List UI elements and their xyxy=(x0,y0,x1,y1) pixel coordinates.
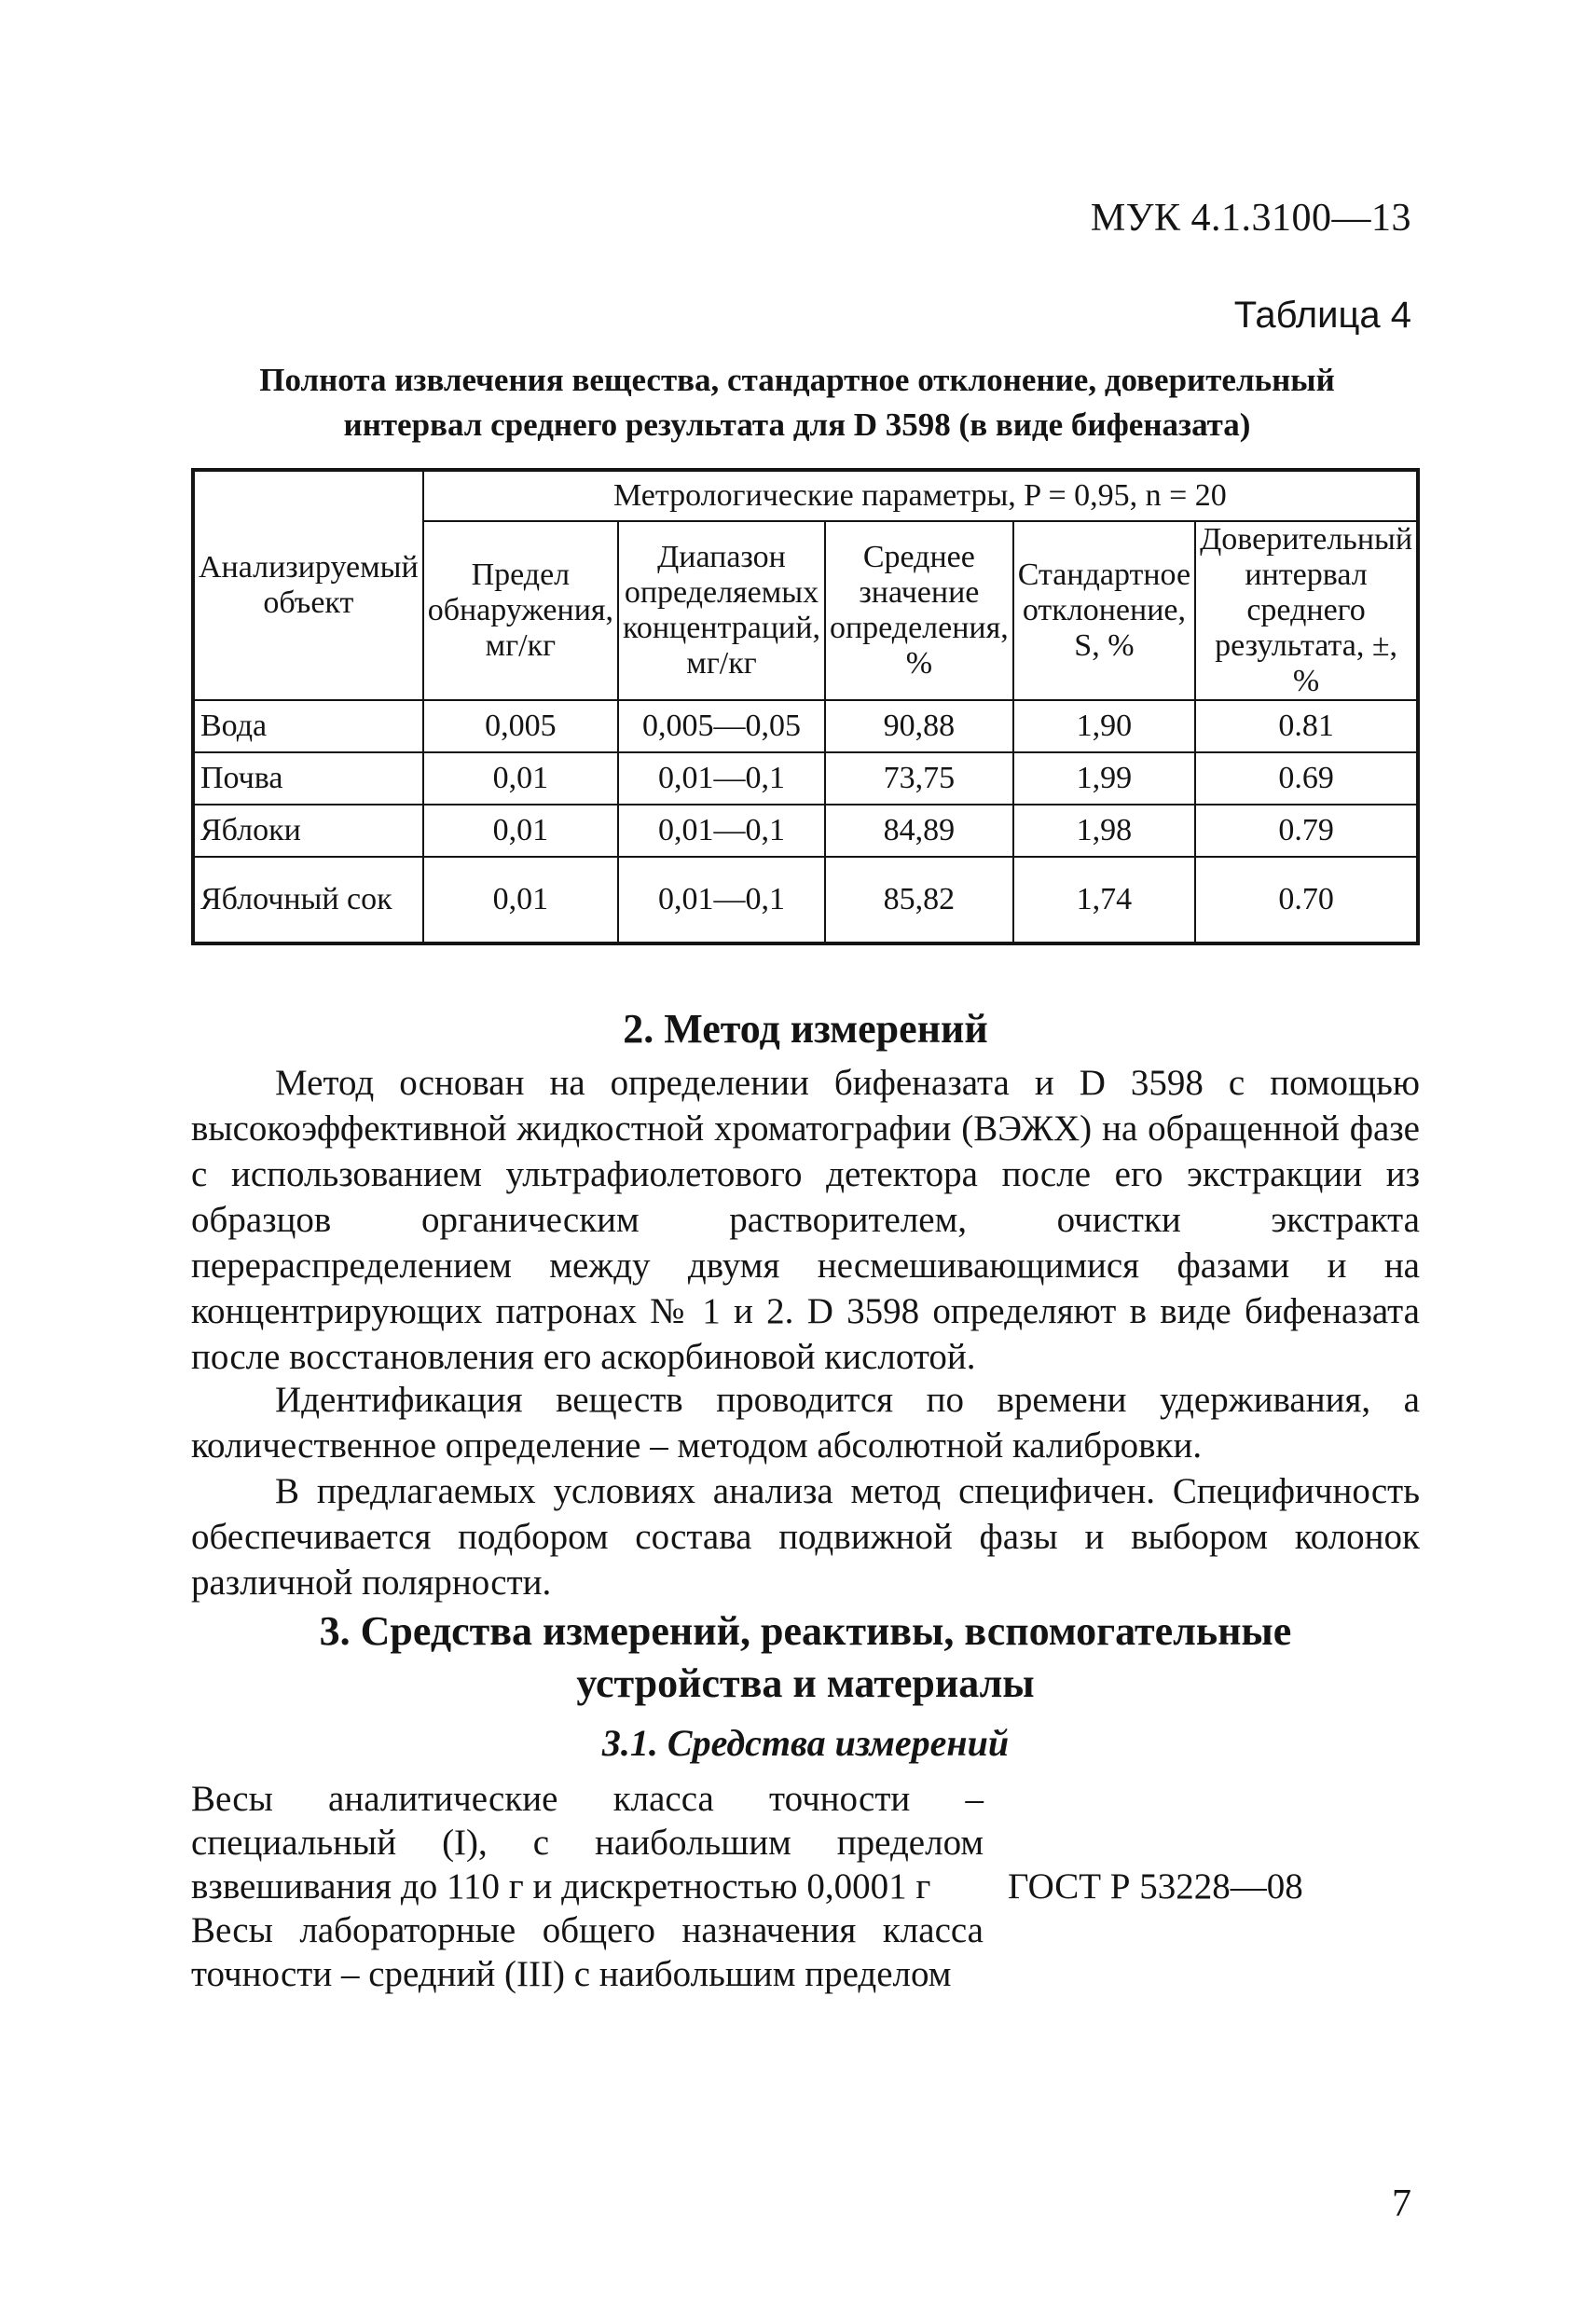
instrument-description: Весы лабораторные общего назначения класса точности – средний (III) с наибольшим пределом xyxy=(191,1910,984,1994)
cell-sd: 1,90 xyxy=(1013,700,1195,752)
header-metrological-parameters: Метрологические параметры, P = 0,95, n = 20 xyxy=(423,470,1418,521)
table-row xyxy=(193,752,1418,805)
cell-ci: 0.81 xyxy=(1195,700,1418,752)
header-standard-deviation: Стандартное отклонение, S, % xyxy=(1013,521,1195,700)
cell-sd: 1,99 xyxy=(1013,752,1195,805)
document-code: МУК 4.1.3100—13 xyxy=(1090,197,1411,240)
cell-range: 0,005—0,05 xyxy=(618,700,825,752)
cell-mean: 84,89 xyxy=(825,805,1013,857)
table-caption xyxy=(177,358,1417,447)
cell-ci: 0.69 xyxy=(1195,752,1418,805)
header-concentration-range: Диапазон определяемых концентраций, мг/кг xyxy=(618,521,825,700)
table-caption-line: Полнота извлечения вещества, стандартное отклонение, доверительный xyxy=(259,362,1335,398)
subsection-3-1-title: 3.1. Средства измерений xyxy=(601,1722,1010,1764)
table-row xyxy=(193,700,1418,752)
cell-ci: 0.70 xyxy=(1195,857,1418,943)
cell-range: 0,01—0,1 xyxy=(618,805,825,857)
instruments-list xyxy=(191,1777,1420,1996)
cell-ci: 0.79 xyxy=(1195,805,1418,857)
header-detection-limit: Предел обнаружения, мг/кг xyxy=(423,521,618,700)
table-row xyxy=(193,805,1418,857)
cell-detection-limit: 0,005 xyxy=(423,700,618,752)
cell-mean: 73,75 xyxy=(825,752,1013,805)
section-2-paragraph: Метод основан на определении бифеназата и D 3598 с помощью высокоэффективной жидкостной хроматографии (ВЭЖХ) на обращенной фазе с использованием ультрафиолетового детектора после его экстракции из образцов органическим растворителем, очистки экстракта перераспределением между двумя несмешивающимися фазами и на концентрирующих патронах № 1 и 2. D 3598 определяют в виде бифеназата после восстановления его аскорбиновой кислотой. xyxy=(191,1063,1420,1377)
instrument-standard: ГОСТ Р 53228—08 xyxy=(1008,1866,1303,1907)
cell-detection-limit: 0,01 xyxy=(423,752,618,805)
section-2-paragraph: В предлагаемых условиях анализа метод специфичен. Специфичность обеспечивается подбором состава подвижной фазы и выбором колонок различной полярности. xyxy=(191,1471,1420,1603)
section-3-title-line: 3. Средства измерений, реактивы, вспомогательные xyxy=(319,1608,1292,1654)
header-analyzed-object: Анализируемый объект xyxy=(193,470,423,700)
cell-sd: 1,98 xyxy=(1013,805,1195,857)
instrument-description: Весы аналитические класса точности – специальный (I), с наибольшим пределом взвешивания до 110 г и дискретностью 0,0001 г xyxy=(191,1779,984,1907)
cell-object: Яблоки xyxy=(193,805,423,857)
cell-object: Яблочный сок xyxy=(193,857,423,943)
section-3-title xyxy=(191,1605,1420,1710)
section-2-title: 2. Метод измерений xyxy=(623,1006,988,1052)
cell-mean: 90,88 xyxy=(825,700,1013,752)
table-caption-line: интервал среднего результата для D 3598 (в виде бифеназата) xyxy=(343,406,1251,443)
header-mean-value: Среднее значение определения, % xyxy=(825,521,1013,700)
section-2-paragraph: Идентификация веществ проводится по времени удерживания, а количественное определение – методом абсолютной калибровки. xyxy=(191,1380,1420,1466)
instrument-item xyxy=(191,1908,1420,1996)
cell-object: Вода xyxy=(193,700,423,752)
cell-object: Почва xyxy=(193,752,423,805)
cell-range: 0,01—0,1 xyxy=(618,752,825,805)
table-number: Таблица 4 xyxy=(1233,295,1411,336)
instrument-item xyxy=(191,1777,1420,1908)
header-confidence-interval: Доверительный интервал среднего результата, ±, % xyxy=(1195,521,1418,700)
cell-detection-limit: 0,01 xyxy=(423,857,618,943)
page-number: 7 xyxy=(1392,2182,1411,2225)
cell-sd: 1,74 xyxy=(1013,857,1195,943)
table-row xyxy=(193,857,1418,943)
section-3-title-line: устройства и материалы xyxy=(576,1660,1035,1706)
cell-mean: 85,82 xyxy=(825,857,1013,943)
metrological-table xyxy=(191,468,1420,945)
cell-detection-limit: 0,01 xyxy=(423,805,618,857)
cell-range: 0,01—0,1 xyxy=(618,857,825,943)
